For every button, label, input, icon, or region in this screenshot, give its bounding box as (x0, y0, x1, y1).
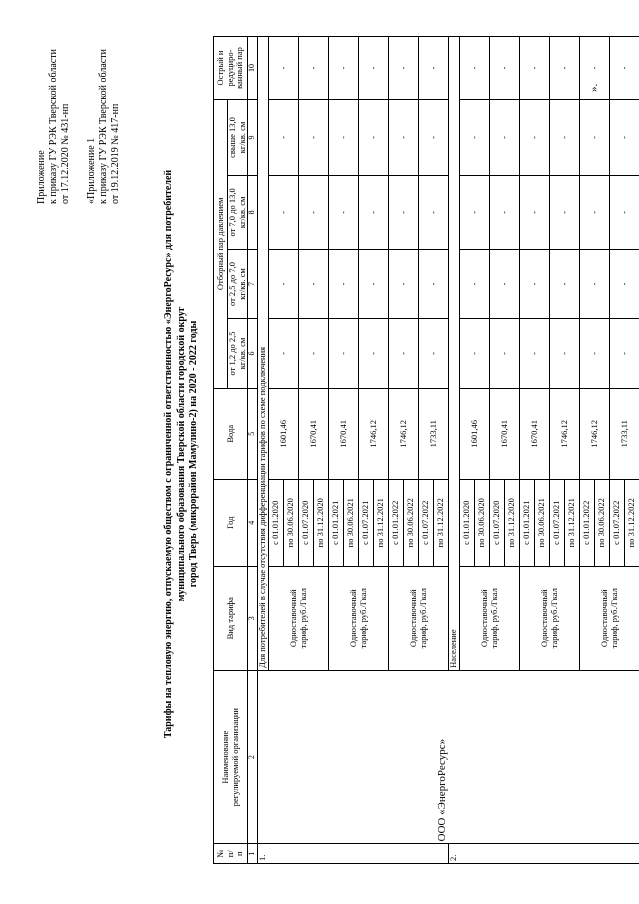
col-number: 10 (248, 37, 258, 100)
dash-cell: - (610, 319, 639, 388)
dash-cell: - (419, 249, 449, 318)
dash-cell: - (580, 175, 610, 249)
dash-cell: - (359, 100, 389, 176)
col-number: 5 (248, 388, 258, 479)
dash-cell: - (389, 175, 419, 249)
title-line-1: Тарифы на тепловую энергию, отпускаемую обществом с ограниченной ответственностью «ЭнергоРесурс» для потребителей (163, 169, 174, 739)
tariff-type: Одноставочный тариф, руб./Гкал (269, 566, 329, 670)
section-title: Для потребителей в случае отсутствия дифференциации тарифов по схеме подключения (258, 37, 269, 671)
closing-quote: ». (588, 83, 600, 92)
col-header-year: Год (214, 479, 248, 566)
dash-cell: - (490, 175, 520, 249)
dash-cell: - (460, 37, 490, 100)
appendix-title: Приложение (36, 150, 47, 204)
dash-cell: - (550, 37, 580, 100)
col-header-p1: от 1,2 до 2,5 кг/кв. см (228, 319, 248, 388)
dash-cell: - (610, 175, 639, 249)
dash-cell: - (580, 100, 610, 176)
period-start: с 01.01.2022 (389, 479, 404, 566)
section-number: 1. (258, 844, 449, 864)
dash-cell: - (359, 37, 389, 100)
dash-cell: - (269, 175, 299, 249)
dash-cell: - (269, 100, 299, 176)
column-numbers-row (248, 37, 258, 864)
dash-cell: - (520, 100, 550, 176)
tariff-type: Одноставочный тариф, руб./Гкал (520, 566, 580, 670)
tariff-type: Одноставочный тариф, руб./Гкал (580, 566, 639, 670)
dash-cell: - (460, 100, 490, 176)
dash-cell: - (520, 37, 550, 100)
tariff-type: Одноставочный тариф, руб./Гкал (460, 566, 520, 670)
water-tariff-value: 1733,11 (419, 388, 449, 479)
period-start: с 01.07.2021 (359, 479, 374, 566)
water-tariff-value: 1670,41 (299, 388, 329, 479)
period-end: по 30.06.2022 (404, 479, 419, 566)
period-end: по 31.12.2021 (374, 479, 389, 566)
period-start: с 01.01.2020 (460, 479, 475, 566)
period-end: по 30.06.2021 (344, 479, 359, 566)
dash-cell: - (610, 100, 639, 176)
section-row (258, 37, 269, 864)
water-tariff-value: 1601,46 (460, 388, 490, 479)
tariff-table (213, 36, 639, 864)
dash-cell: - (460, 175, 490, 249)
appendix-ref: к приказу ГУ РЭК Тверской области (48, 49, 59, 204)
water-tariff-value: 1746,12 (389, 388, 419, 479)
period-start: с 01.01.2022 (580, 479, 595, 566)
period-start: с 01.01.2020 (269, 479, 284, 566)
dash-cell: - (329, 100, 359, 176)
period-start: с 01.07.2020 (490, 479, 505, 566)
dash-cell: - (580, 249, 610, 318)
dash-cell: - (460, 249, 490, 318)
dash-cell: - (520, 319, 550, 388)
dash-cell: - (580, 319, 610, 388)
tariff-type: Одноставочный тариф, руб./Гкал (389, 566, 449, 670)
section-number: 2. (449, 844, 639, 864)
col-number: 6 (248, 319, 258, 388)
dash-cell: - (490, 100, 520, 176)
col-header-p2: от 2,5 до 7,0 кг/кв. см (228, 249, 248, 318)
dash-cell: - (269, 37, 299, 100)
dash-cell: - (329, 37, 359, 100)
appendix-date: от 17.12.2020 № 431-нп (60, 103, 71, 204)
period-end: по 30.06.2021 (535, 479, 550, 566)
water-tariff-value: 1746,12 (580, 388, 610, 479)
period-end: по 30.06.2020 (284, 479, 299, 566)
section-title: Население (449, 37, 460, 671)
col-number: 3 (248, 566, 258, 670)
water-tariff-value: 1601,46 (269, 388, 299, 479)
dash-cell: - (490, 37, 520, 100)
dash-cell: - (419, 100, 449, 176)
dash-cell: - (389, 100, 419, 176)
water-tariff-value: 1733,11 (610, 388, 639, 479)
col-number: 9 (248, 100, 258, 176)
period-end: по 31.12.2020 (314, 479, 329, 566)
period-start: с 01.07.2022 (419, 479, 434, 566)
col-number: 7 (248, 249, 258, 318)
dash-cell: - (520, 249, 550, 318)
dash-cell: - (460, 319, 490, 388)
col-number: 2 (248, 670, 258, 844)
appendix1-ref: к приказу ГУ РЭК Тверской области (98, 49, 109, 204)
period-end: по 31.12.2022 (625, 479, 639, 566)
water-tariff-value: 1670,41 (520, 388, 550, 479)
col-header-p3: от 7,0 до 13,0 кг/кв. см (228, 175, 248, 249)
period-start: с 01.07.2021 (550, 479, 565, 566)
col-number: 8 (248, 175, 258, 249)
dash-cell: - (550, 100, 580, 176)
dash-cell: - (299, 37, 329, 100)
period-start: с 01.01.2021 (329, 479, 344, 566)
dash-cell: - (550, 249, 580, 318)
dash-cell: - (580, 37, 610, 100)
dash-cell: - (359, 249, 389, 318)
period-start: с 01.07.2022 (610, 479, 625, 566)
dash-cell: - (329, 175, 359, 249)
dash-cell: - (389, 37, 419, 100)
document-title (163, 134, 201, 774)
tariff-type: Одноставочный тариф, руб./Гкал (329, 566, 389, 670)
period-end: по 31.12.2021 (565, 479, 580, 566)
dash-cell: - (550, 175, 580, 249)
dash-cell: - (550, 319, 580, 388)
dash-cell: - (520, 175, 550, 249)
dash-cell: - (610, 37, 639, 100)
dash-cell: - (359, 175, 389, 249)
col-header-water: Вода (214, 388, 248, 479)
period-start: с 01.01.2021 (520, 479, 535, 566)
water-tariff-value: 1746,12 (550, 388, 580, 479)
period-end: по 30.06.2020 (475, 479, 490, 566)
dash-cell: - (299, 100, 329, 176)
section-row (449, 37, 460, 864)
appendix-block (36, 49, 72, 204)
organization-name: ООО «ЭнергоРесурс» (258, 670, 449, 844)
dash-cell: - (490, 249, 520, 318)
dash-cell: - (299, 249, 329, 318)
dash-cell: - (329, 319, 359, 388)
table-body (258, 37, 639, 864)
col-header-sharp-steam: Острый и редуциро- ванный пар (214, 37, 248, 100)
water-tariff-value: 1670,41 (329, 388, 359, 479)
col-header-p4: свыше 13,0 кг/кв. см (228, 100, 248, 176)
appendix1-block (86, 49, 122, 204)
dash-cell: - (269, 319, 299, 388)
col-header-org: Наименование регулируемой организации (214, 670, 248, 844)
water-tariff-value: 1746,12 (359, 388, 389, 479)
col-header-steam-group: Отборный пар давлением (214, 100, 228, 389)
dash-cell: - (490, 319, 520, 388)
dash-cell: - (419, 175, 449, 249)
dash-cell: - (329, 249, 359, 318)
dash-cell: - (419, 319, 449, 388)
dash-cell: - (610, 249, 639, 318)
col-header-num: № п/ п (214, 844, 248, 864)
col-number: 1 (248, 844, 258, 864)
period-end: по 31.12.2022 (434, 479, 449, 566)
dash-cell: - (299, 175, 329, 249)
appendix1-date: от 19.12.2019 № 417-нп (110, 103, 121, 204)
period-end: по 30.06.2022 (595, 479, 610, 566)
dash-cell: - (359, 319, 389, 388)
dash-cell: - (419, 37, 449, 100)
col-header-type: Вид тарифа (214, 566, 248, 670)
organization-cell-continued (449, 670, 639, 844)
dash-cell: - (389, 249, 419, 318)
period-start: с 01.07.2020 (299, 479, 314, 566)
water-tariff-value: 1670,41 (490, 388, 520, 479)
title-line-3: город Тверь (микрорайон Мамулино-2) на 2020 - 2022 годы (188, 320, 199, 588)
col-number: 4 (248, 479, 258, 566)
appendix1-title: «Приложение 1 (86, 137, 97, 204)
period-end: по 31.12.2020 (505, 479, 520, 566)
dash-cell: - (269, 249, 299, 318)
dash-cell: - (389, 319, 419, 388)
dash-cell: - (299, 319, 329, 388)
title-line-2: муниципального образования Тверской области городской округ (175, 306, 187, 602)
